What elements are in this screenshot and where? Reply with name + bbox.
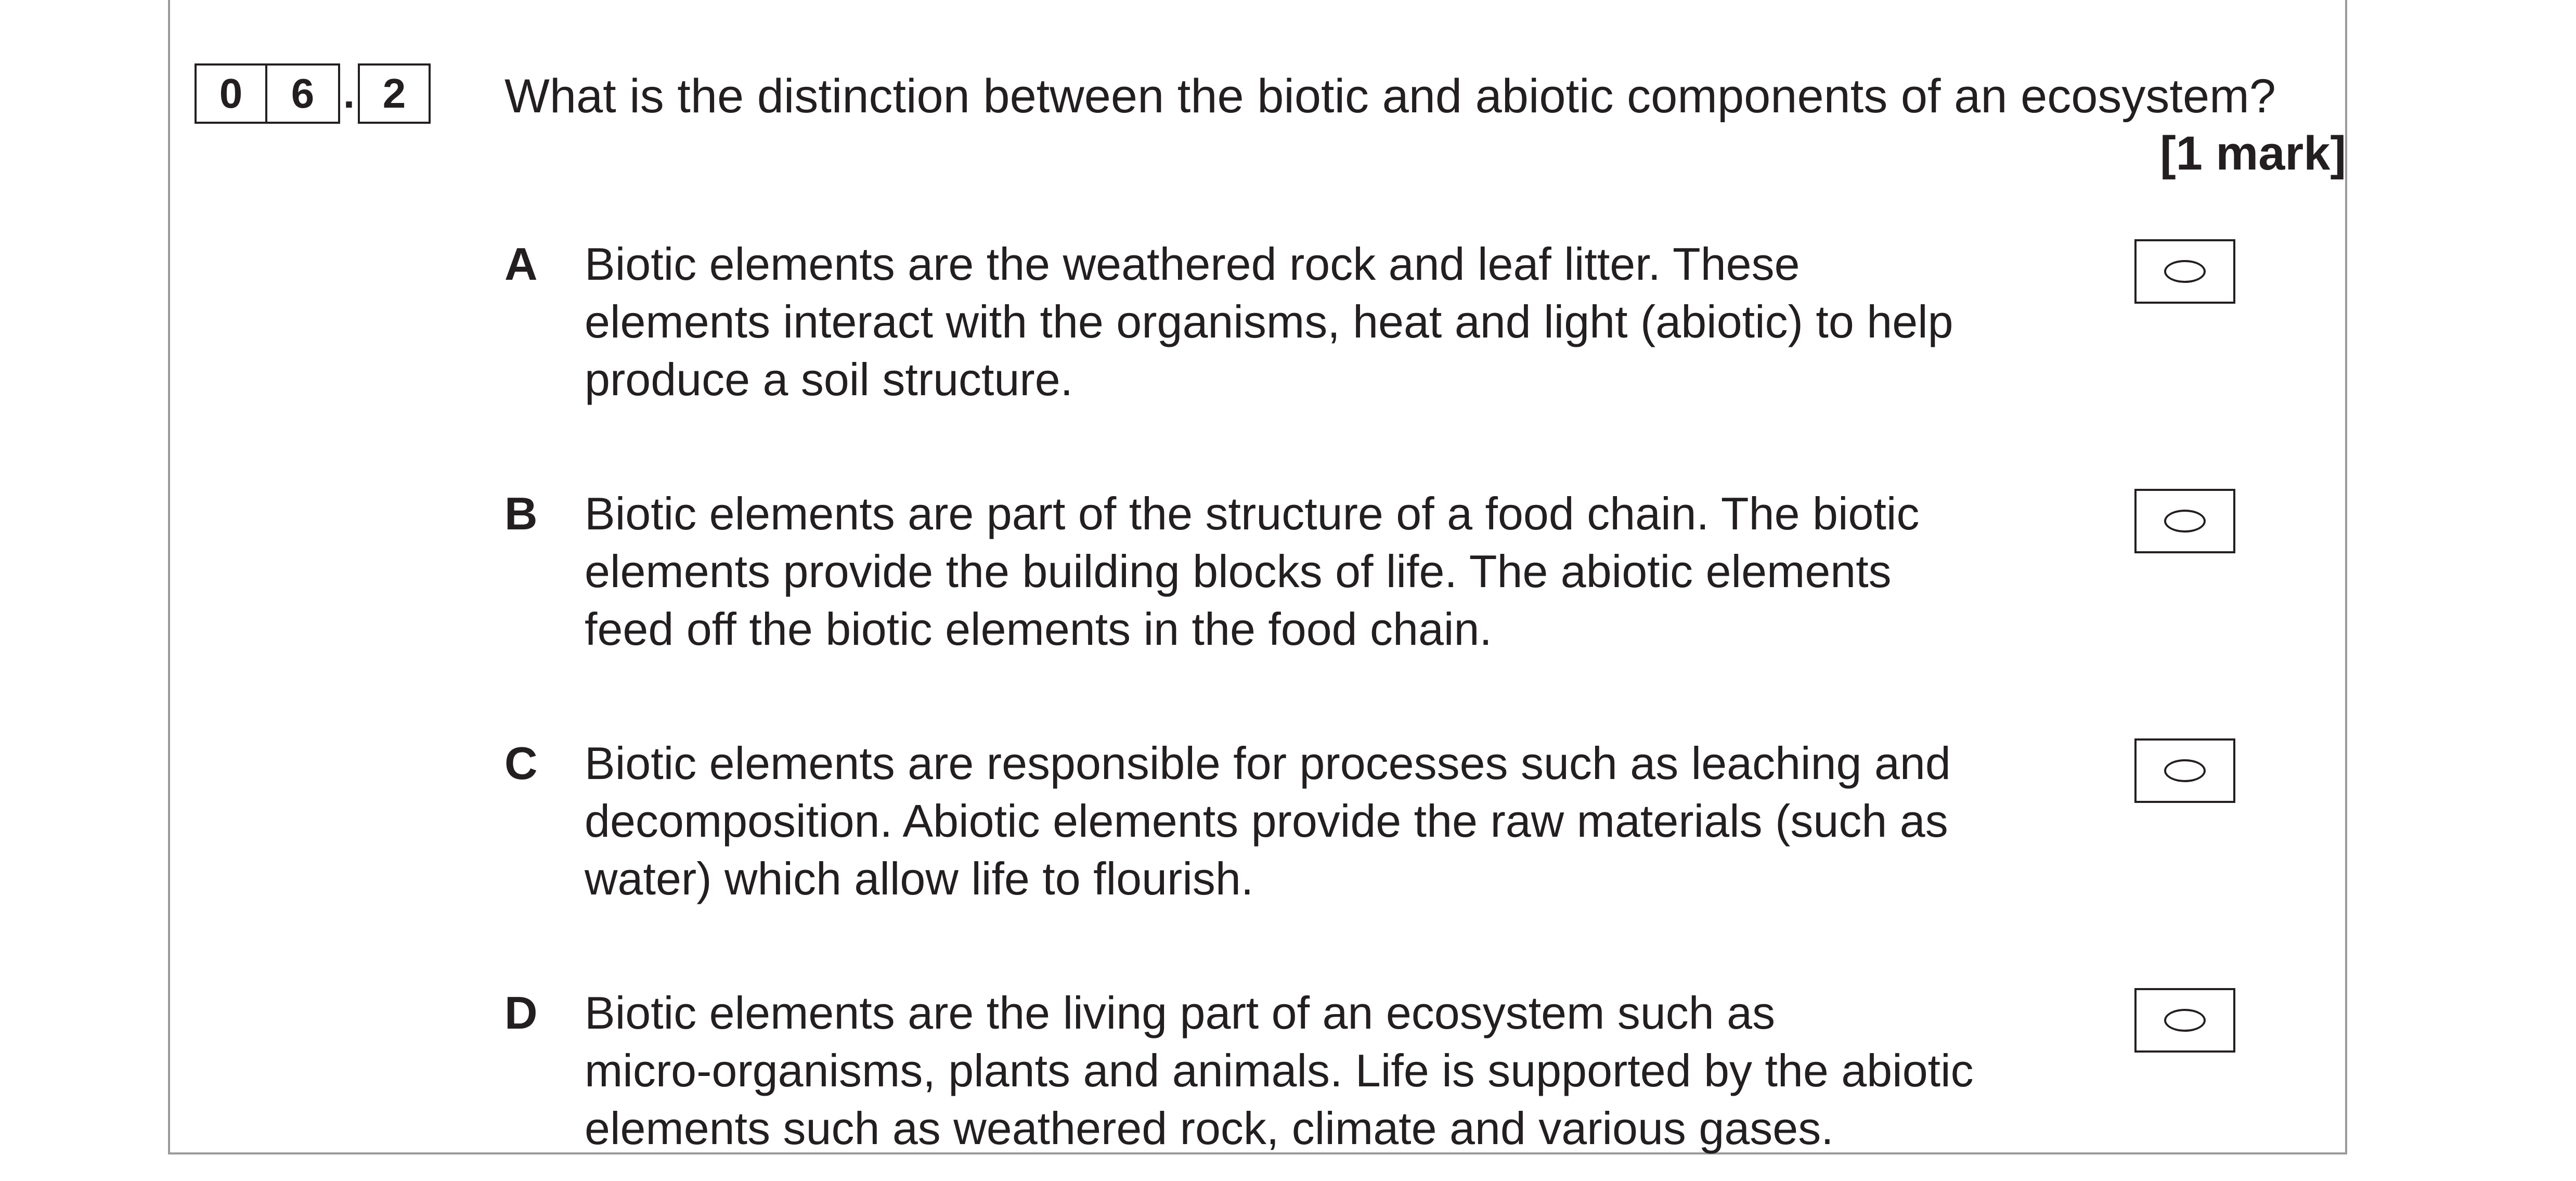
option-text-line: Biotic elements are the weathered rock and leaf litter. These	[585, 238, 1800, 290]
option-text-line: produce a soil structure.	[585, 354, 1073, 405]
option-c	[504, 734, 2262, 922]
option-b	[504, 485, 2262, 672]
question-number-digit-2: 6	[267, 63, 340, 124]
option-letter: A	[504, 238, 538, 290]
option-text	[585, 734, 2093, 907]
option-text-line: micro-organisms, plants and animals. Life is supported by the abiotic	[585, 1045, 1974, 1096]
answer-box-c[interactable]	[2134, 738, 2235, 803]
answer-lozenge-icon	[2164, 759, 2206, 782]
option-letter: D	[504, 987, 538, 1039]
question-number-part: 2	[358, 63, 431, 124]
answer-lozenge-icon	[2164, 1009, 2206, 1032]
answer-box-d[interactable]	[2134, 988, 2235, 1053]
option-text	[585, 235, 2093, 408]
option-text	[585, 984, 2093, 1157]
marks-label: [1 mark]	[2160, 127, 2346, 180]
question-number-separator: .	[343, 70, 355, 116]
option-d	[504, 984, 2262, 1171]
answer-box-a[interactable]	[2134, 239, 2235, 304]
question-number-digit-1: 0	[195, 63, 267, 124]
answer-box-b[interactable]	[2134, 489, 2235, 553]
option-text-line: Biotic elements are part of the structure of a food chain. The biotic	[585, 488, 1920, 539]
option-text-line: elements such as weathered rock, climate and various gases.	[585, 1102, 1834, 1154]
question-number	[195, 63, 431, 124]
question-stem: What is the distinction between the biotic and abiotic components of an ecosystem?	[504, 70, 2276, 123]
option-text-line: decomposition. Abiotic elements provide the raw materials (such as	[585, 795, 1948, 847]
option-text	[585, 485, 2093, 658]
option-text-line: elements provide the building blocks of life. The abiotic elements	[585, 546, 1892, 597]
answer-lozenge-icon	[2164, 260, 2206, 283]
option-text-line: Biotic elements are the living part of an ecosystem such as	[585, 987, 1776, 1039]
option-text-line: water) which allow life to flourish.	[585, 853, 1254, 904]
option-letter: C	[504, 737, 538, 789]
option-text-line: elements interact with the organisms, heat and light (abiotic) to help	[585, 296, 1953, 347]
option-text-line: Biotic elements are responsible for processes such as leaching and	[585, 737, 1951, 789]
option-a	[504, 235, 2262, 422]
option-text-line: feed off the biotic elements in the food chain.	[585, 603, 1492, 655]
option-letter: B	[504, 488, 538, 539]
answer-lozenge-icon	[2164, 510, 2206, 533]
